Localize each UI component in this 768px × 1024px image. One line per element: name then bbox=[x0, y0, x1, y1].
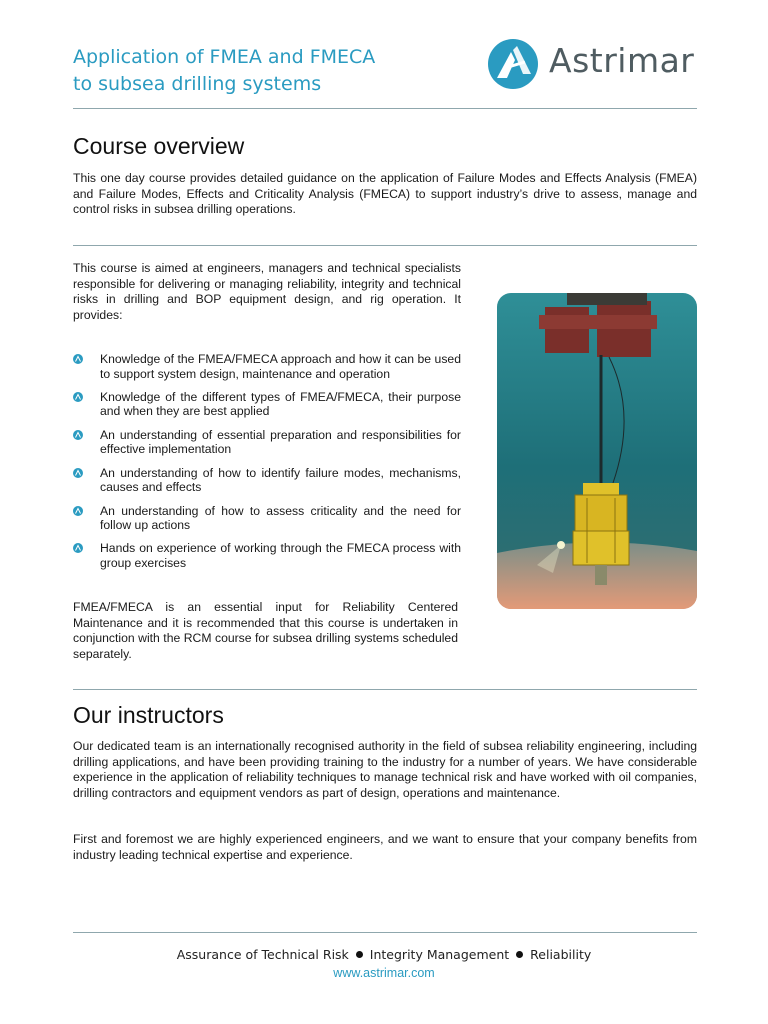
astrimar-bullet-icon bbox=[73, 354, 83, 364]
bullet-dot-icon bbox=[516, 951, 523, 958]
list-item-text: An understanding of how to identify failure modes, mechanisms, causes and effects bbox=[100, 465, 461, 495]
list-item bbox=[73, 352, 461, 381]
astrimar-bullet-icon bbox=[73, 468, 83, 478]
bullet-dot-icon bbox=[356, 951, 363, 958]
astrimar-bullet-icon bbox=[73, 392, 83, 402]
list-item bbox=[73, 466, 461, 495]
list-item bbox=[73, 541, 461, 570]
footer-tagline bbox=[0, 947, 768, 962]
footer-tag-technical-risk: Assurance of Technical Risk bbox=[176, 947, 349, 962]
section-heading-our-instructors: Our instructors bbox=[73, 702, 224, 728]
section-divider bbox=[73, 689, 697, 690]
website-link[interactable]: www.astrimar.com bbox=[333, 966, 435, 980]
footer-tag-integrity: Integrity Management bbox=[369, 947, 510, 962]
document-title bbox=[73, 44, 493, 98]
course-benefits-list bbox=[73, 352, 461, 579]
document-title-line-2: to subsea drilling systems bbox=[73, 73, 322, 95]
overview-divider bbox=[73, 245, 697, 246]
list-item bbox=[73, 390, 461, 419]
section-heading-course-overview: Course overview bbox=[73, 133, 245, 159]
astrimar-logo bbox=[487, 38, 699, 94]
closing-paragraph: FMEA/FMECA is an essential input for Reliability Centered Maintenance and it is recommended that this course is undertaken in conjunction with the RCM course for subsea drilling systems scheduled separately. bbox=[73, 600, 458, 661]
astrimar-bullet-icon bbox=[73, 430, 83, 440]
document-title-line-1: Application of FMEA and FMECA bbox=[73, 46, 376, 68]
instructors-paragraph-1: Our dedicated team is an internationally recognised authority in the field of subsea reliability engineering, including drilling applications, and have been providing training to the industry for a number of years. We have considerable experience in the application of reliability techniques to manage technical risk and have worked with oil companies, drilling contractors and equipment vendors as part of design, operations and maintenance. bbox=[73, 739, 697, 800]
overview-intro-paragraph: This one day course provides detailed guidance on the application of Failure Modes and Effects Analysis (FMEA) and Failure Modes, Effects and Criticality Analysis (FMECA) to support industry’s drive to assess, manage and control risks in subsea drilling operations. bbox=[73, 171, 697, 217]
footer-tag-reliability: Reliability bbox=[530, 947, 592, 962]
list-item-text: Hands on experience of working through the FMECA process with group exercises bbox=[100, 541, 461, 570]
instructors-paragraph-2: First and foremost we are highly experienced engineers, and we want to ensure that your company benefits from industry leading technical expertise and experience. bbox=[73, 832, 697, 862]
astrimar-bullet-icon bbox=[73, 543, 83, 553]
page-header bbox=[73, 41, 697, 106]
list-item-text: An understanding of essential preparation and responsibilities for effective implementation bbox=[100, 427, 461, 457]
subsea-bop-illustration bbox=[497, 293, 697, 609]
list-item-text: An understanding of how to assess criticality and the need for follow up actions bbox=[100, 503, 461, 533]
footer-divider bbox=[73, 932, 697, 933]
astrimar-bullet-icon bbox=[73, 506, 83, 516]
header-divider bbox=[73, 108, 697, 109]
list-item-text: Knowledge of the different types of FMEA/FMECA, their purpose and when they are best applied bbox=[100, 389, 461, 419]
logo-wordmark: Astrimar bbox=[549, 41, 695, 80]
astrimar-logo-mark-icon bbox=[487, 38, 539, 90]
list-item bbox=[73, 504, 461, 533]
list-item-text: Knowledge of the FMEA/FMECA approach and how it can be used to support system design, maintenance and operation bbox=[100, 352, 461, 381]
list-item bbox=[73, 428, 461, 457]
audience-paragraph: This course is aimed at engineers, managers and technical specialists responsible for delivering or managing reliability, integrity and technical risks in drilling and BOP equipment design, and rig operation. It provides: bbox=[73, 261, 461, 322]
